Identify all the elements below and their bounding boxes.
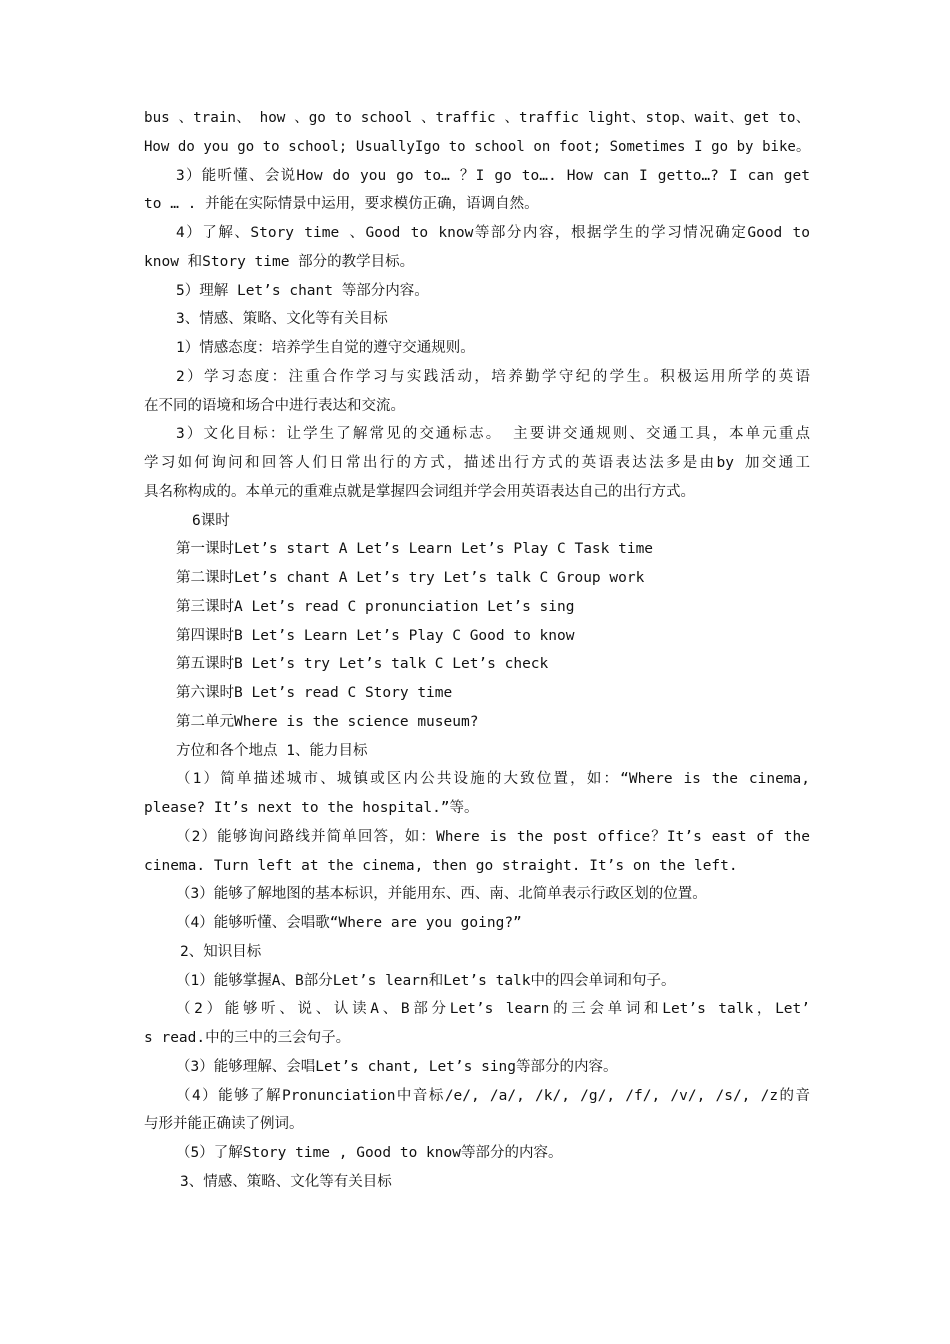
- objective-5: 5）理解 Let’s chant 等部分内容。: [176, 282, 429, 299]
- vocabulary-line-2: How do you go to school; UsuallyIgo to school on foot; Sometimes I go by bike。: [144, 138, 810, 155]
- section-3-heading: 3、情感、策略、文化等有关目标: [176, 311, 388, 328]
- knowledge-3: （3）能够理解、会唱Let’s chant, Let’s sing等部分的内容。: [176, 1058, 618, 1075]
- ability-1-line-2: please? It’s next to the hospital.”等。: [144, 800, 479, 816]
- section-3-heading-unit-2: 3、情感、策略、文化等有关目标: [180, 1173, 392, 1190]
- learning-attitude-line-1: 2）学习态度：注重合作学习与实践活动，培养勤学守纪的学生。积极运用所学的英语: [176, 368, 810, 385]
- lesson-6: 第六课时B Let’s read C Story time: [176, 685, 453, 701]
- knowledge-4-line-1: （4）能够了解Pronunciation中音标/e/, /a/, /k/, /g/, /f/, /v/, /s/, /z的音: [176, 1087, 810, 1104]
- vocabulary-line-1: bus 、train、 how 、go to school 、traffic 、traffic light、stop、wait、get to、: [144, 110, 810, 126]
- objective-3-line-1: 3）能听懂、会说How do you go to… ？I go to…. How can I getto…? I can get: [176, 167, 810, 184]
- culture-goal-line-1: 3）文化目标：让学生了解常见的交通标志。 主要讲交通规则、交通工具，本单元重点: [176, 426, 810, 443]
- objective-4-line-2: know 和Story time 部分的教学目标。: [144, 253, 415, 270]
- lesson-1: 第一课时Let’s start A Let’s Learn Let’s Play C Task time: [176, 541, 654, 558]
- lesson-5: 第五课时B Let’s try Let’s talk C Let’s check: [176, 656, 549, 673]
- knowledge-2-line-1: （2）能够听、说、认读A、B部分Let’s learn的三会单词和Let’s talk，Let’: [176, 1001, 810, 1018]
- unit-2-ability-heading: 方位和各个地点 1、能力目标: [176, 742, 368, 759]
- objective-3-line-2: to … . 并能在实际情景中运用，要求模仿正确，语调自然。: [144, 196, 539, 213]
- emotion-goal: 1）情感态度：培养学生自觉的遵守交通规则。: [176, 340, 475, 356]
- knowledge-heading: 2、知识目标: [180, 943, 262, 960]
- ability-3: （3）能够了解地图的基本标识，并能用东、西、南、北简单表示行政区划的位置。: [176, 886, 707, 903]
- learning-attitude-line-2: 在不同的语境和场合中进行表达和交流。: [144, 397, 405, 414]
- lesson-2: 第二课时Let’s chant A Let’s try Let’s talk C Group work: [176, 570, 645, 586]
- ability-2-line-2: cinema. Turn left at the cinema, then go straight. It’s on the left.: [144, 857, 738, 874]
- knowledge-2-line-2: s read.中的三中的三会句子。: [144, 1030, 351, 1046]
- ability-4: （4）能够听懂、会唱歌“Where are you going?”: [176, 915, 522, 931]
- ability-1-line-1: （1）简单描述城市、城镇或区内公共设施的大致位置，如：“Where is the cinema,: [176, 771, 810, 788]
- lesson-count: 6课时: [192, 512, 230, 529]
- knowledge-4-line-2: 与形并能正确读了例词。: [144, 1116, 304, 1133]
- document-body: [144, 104, 810, 1197]
- objective-4-line-1: 4）了解、Story time 、Good to know等部分内容，根据学生的学习情况确定Good to: [176, 225, 810, 241]
- lesson-4: 第四课时B Let’s Learn Let’s Play C Good to know: [176, 627, 575, 644]
- knowledge-1: （1）能够掌握A、B部分Let’s learn和Let’s talk中的四会单词和句子。: [176, 972, 676, 989]
- culture-goal-line-3: 具名称构成的。本单元的重难点就是掌握四会词组并学会用英语表达自己的出行方式。: [144, 483, 695, 500]
- culture-goal-line-2: 学习如何询问和回答人们日常出行的方式，描述出行方式的英语表达法多是由by 加交通工: [144, 455, 810, 471]
- lesson-3: 第三课时A Let’s read C pronunciation Let’s sing: [176, 598, 575, 615]
- unit-2-title: 第二单元Where is the science museum?: [176, 713, 479, 730]
- knowledge-5: （5）了解Story time , Good to know等部分的内容。: [176, 1145, 563, 1161]
- ability-2-line-1: （2）能够询问路线并简单回答，如：Where is the post office？It’s east of the: [176, 828, 810, 845]
